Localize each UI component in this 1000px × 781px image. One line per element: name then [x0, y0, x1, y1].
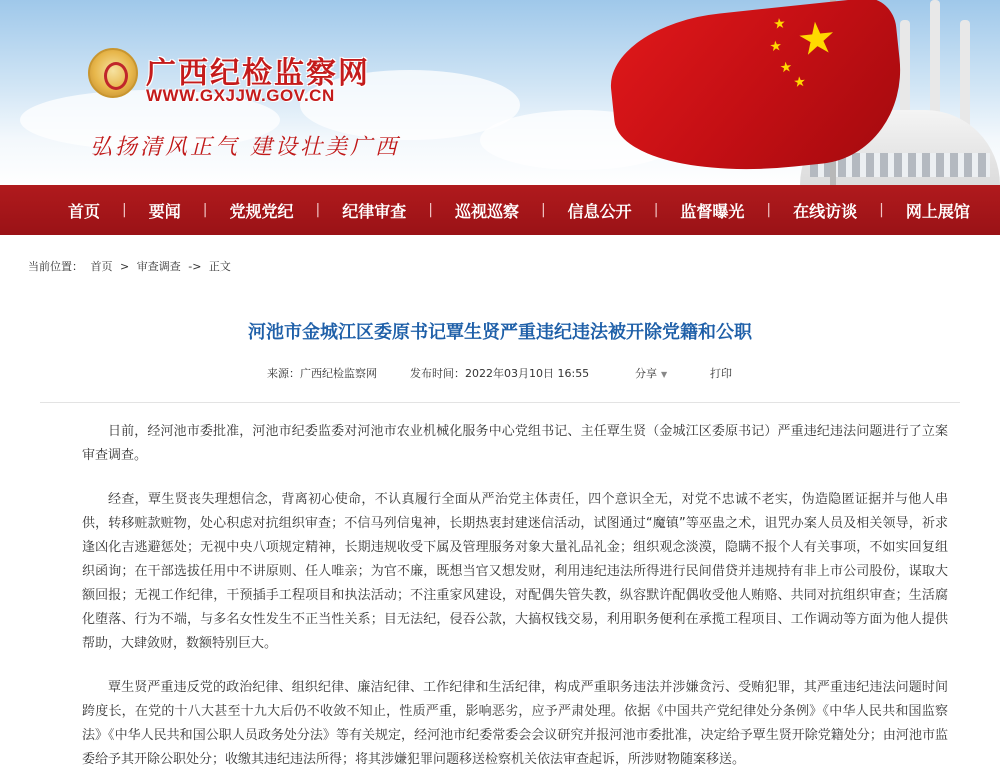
breadcrumb-current: 正文 [208, 260, 231, 273]
print-button[interactable]: 打印 [710, 367, 732, 380]
flag-star-icon: ★ [792, 73, 807, 92]
nav-separator: | [428, 202, 433, 218]
article-paragraph: 覃生贤严重违反党的政治纪律、组织纪律、廉洁纪律、工作纪律和生活纪律，构成严重职务违法并涉嫌贪污、受贿犯罪，其严重违纪违法问题时间跨度长，在党的十八大甚至十九大后仍不收敛不知止，性质严重，影响恶劣，应予严肃处理。依据《中国共产党纪律处分条例》《中华人民共和国监察法》《中华人民共和国公职人员政务处分法》等有关规定，经河池市纪委常委会会议研究并报河池市委批准，决定给予覃生贤开除党籍处分；由河池市监委给予其开除公职处分；收缴其违纪违法所得；将其涉嫌犯罪问题移送检察机关依法审查起诉，所涉财物随案移送。 [82, 680, 948, 767]
nav-separator: | [540, 202, 546, 218]
nav-item-online-interview[interactable]: 在线访谈 [793, 201, 858, 221]
breadcrumb-section-link[interactable]: 审查调查 [136, 260, 181, 273]
nav-item-supervision-exposure[interactable]: 监督曝光 [680, 201, 745, 221]
article-body [82, 420, 948, 781]
nav-item-online-exhibition[interactable]: 网上展馆 [905, 201, 970, 221]
article-paragraph: 经查，覃生贤丧失理想信念，背离初心使命，不认真履行全面从严治党主体责任，四个意识全无，对党不忠诚不老实，伪造隐匿证据并与他人串供，转移赃款赃物，处心积虑对抗组织审查；不信马列信鬼神，长期热衷封建迷信活动，试图通过“魔镇”等巫蛊之术，诅咒办案人员及相关领导，祈求逢凶化吉逃避惩处；无视中央八项规定精神，长期违规收受下属及管理服务对象大量礼品礼金；组织观念淡漠，隐瞒不报个人有关事项，不如实回复组织函询；在干部选拔任用中不讲原则、任人唯亲；为官不廉，既想当官又想发财，利用违纪违法所得进行民间借贷并违规持有非上市公司股份，谋取大额回报；无视工作纪律，干预插手工程项目和执法活动；不注重家风建设，对配偶失管失教，纵容默许配偶收受他人贿赂、共同对抗组织审查；生活腐化堕落、行为不端，与多名女性发生不正当性关系；目无法纪，侵吞公款，大搞权钱交易，利用职务便利在承揽工程项目、工作调动等方面为他人提供帮助，大肆敛财，数额特别巨大。 [82, 492, 948, 651]
flag-star-icon: ★ [794, 11, 840, 67]
breadcrumb-separator: -> [188, 260, 202, 273]
article-date [410, 365, 589, 381]
source-label: 来源： [267, 367, 300, 380]
article-paragraph: 日前，经河池市委批准，河池市纪委监委对河池市农业机械化服务中心党组书记、主任覃生贤（金城江区委原书记）严重违纪违法问题进行了立案审查调查。 [82, 424, 948, 463]
nav-separator: | [202, 202, 208, 218]
share-label: 分享 [635, 367, 657, 380]
article-source [267, 365, 377, 381]
nav-separator: | [766, 202, 772, 218]
share-button[interactable] [635, 365, 667, 381]
nav-item-info-disclosure[interactable]: 信息公开 [567, 201, 632, 221]
breadcrumb-separator: > [120, 260, 130, 273]
source-value: 广西纪检监察网 [300, 367, 377, 380]
site-logo-icon[interactable] [88, 48, 138, 98]
breadcrumb-home-link[interactable]: 首页 [90, 260, 113, 273]
nav-separator: | [315, 202, 321, 218]
nav-item-party-rules[interactable]: 党规党纪 [229, 201, 294, 221]
breadcrumb-prefix: 当前位置： [28, 260, 83, 273]
nav-item-home[interactable]: 首页 [68, 201, 101, 221]
breadcrumb [28, 258, 235, 274]
chevron-down-icon: ▼ [661, 370, 668, 379]
date-label: 发布时间： [410, 367, 465, 380]
flag-star-icon: ★ [779, 59, 794, 77]
site-url: WWW.GXJJW.GOV.CN [146, 86, 335, 105]
main-nav [0, 185, 1000, 235]
nav-separator: | [653, 202, 659, 218]
flag-star-icon: ★ [772, 15, 787, 33]
article-title: 河池市金城江区委原书记覃生贤严重违纪违法被开除党籍和公职 [248, 322, 752, 343]
nav-separator: | [122, 202, 127, 218]
nav-separator: | [879, 202, 884, 218]
site-slogan: 弘扬清风正气 建设壮美广西 [90, 135, 400, 160]
building-tower [960, 20, 970, 130]
site-banner [0, 0, 1000, 185]
divider [40, 402, 960, 403]
site-name[interactable]: 广西纪检监察网 [146, 56, 370, 91]
nav-item-discipline-review[interactable]: 纪律审查 [342, 201, 407, 221]
flag-star-icon: ★ [768, 38, 783, 56]
nav-item-inspection[interactable]: 巡视巡察 [454, 201, 519, 221]
date-value: 2022年03月10日 16:55 [465, 367, 590, 380]
nav-item-news[interactable]: 要闻 [148, 201, 181, 221]
